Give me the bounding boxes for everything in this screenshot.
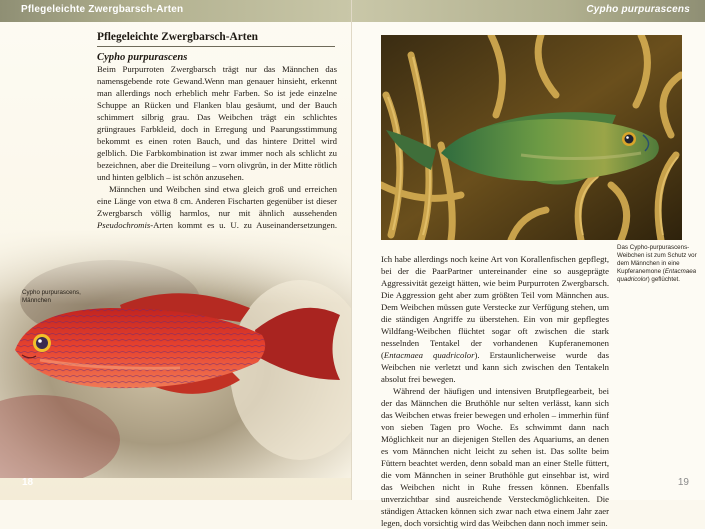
paragraph: Beim Purpurroten Zwergbarsch trägt nur das Männchen das namensgebende rote Gewand.Wenn man genauer hinsieht, erkennt man allerdings noch erheblich mehr Farben. So ist jede einzelne Schuppe an Rücken und Flanken blau gesäumt, und der Bauch schimmert silbrig grau. Das Weibchen trägt ein schlichtes grüngraues Farbkleid, doch in Erregung und Paarungsstimmung bekommt es einen roten Bauch, und das hintere Drittel wird gelblich. Die Farbkombination ist zwar immer noch als schlicht zu bezeichnen, aber die Dreiteilung – vorn olivgrün, in der Mitte rötlich und hinten gelblich – ist schön anzusehen. [97,64,337,182]
left-page [0,0,352,500]
running-head-left: Pflegeleichte Zwergbarsch-Arten [21,4,184,15]
photo-caption-left: Cypho purpurascens, Männchen [22,289,81,304]
species-subheading: Cypho purpurascens [97,52,188,63]
female-fish-photo [381,35,682,240]
section-title: Pflegeleichte Zwergbarsch-Arten [97,31,258,43]
title-rule [97,46,335,47]
body-text-right [381,253,609,529]
paragraph: Ich habe allerdings noch keine Art von Korallenfischen gepflegt, bei der die PaarPartner untereinander eine so ausgeprägte Aggressivität gezeigt hätten, wie beim Purpurroten Zwergbarsch. Die Aggression geht aber zum größten Teil vom Männchen aus. Dem Weibchen müssen gute Verstecke zur Verfügung stehen, um die ständigen Angriffe zu überstehen. Ein von mir gepflegtes Wildfang-Weibchen flüchtet sogar oft zwischen die stark nesselnden Tentakel der vorhandenen Kupferanemonen (Entacmaea quadricolor). Erstaunlicherweise wurde das Weibchen nie verletzt und kann sich zwischen den Tentakeln absolut frei bewegen. [381,254,610,384]
page-number-right: 19 [677,477,689,488]
page-number-left: 18 [22,477,34,488]
photo-caption-right: Das Cypho-purpurascens-Weibchen ist zum Schutz vor dem Männchen in eine Kupferanemone (Entacmaea quadricolor) geflüchtet. [617,244,697,283]
male-fish-photo [0,230,352,478]
running-head-right: Cypho purpurascens [586,4,690,15]
paragraph: Männchen und Weibchen sind etwa gleich groß und erreichen eine Länge von etwa 8 cm. Anderen Fischarten gegenüber ist dieser Zwergbarsch völlig harmlos, nur mit ähnlich aussehenden Pseudochromis-Arten kommt es u. U. zu Auseinandersetzungen. [97,184,337,230]
paragraph: Während der häufigen und intensiven Brutpflegearbeit, bei der das Männchen die Bruthöhle nur selten verlässt, kann sich das Weibchen etwas freier bewegen und erholen – immerhin fünf von sieben Tagen pro Woche. Es schwimmt dann nach Möglichkeit nur an diejenigen Stellen des Aquariums, an denen es vom Männchen nicht leicht zu sehen ist. Das sollte beim Füttern beachtet werden, denn sobald man an einer Stelle füttert, die vom Männchen in seiner Bruthöhle gut einsehbar ist, wird das Weibchen nicht in Ruhe fressen können. Ebenfalls unverzichtbar sind ausreichende Versteckmöglichkeiten. Die ständigen Attacken können sich zwar nach etwa einem Jahr zaer legen, doch vorsichtig wird das Weibchen dann noch immer sein. [381,386,609,528]
